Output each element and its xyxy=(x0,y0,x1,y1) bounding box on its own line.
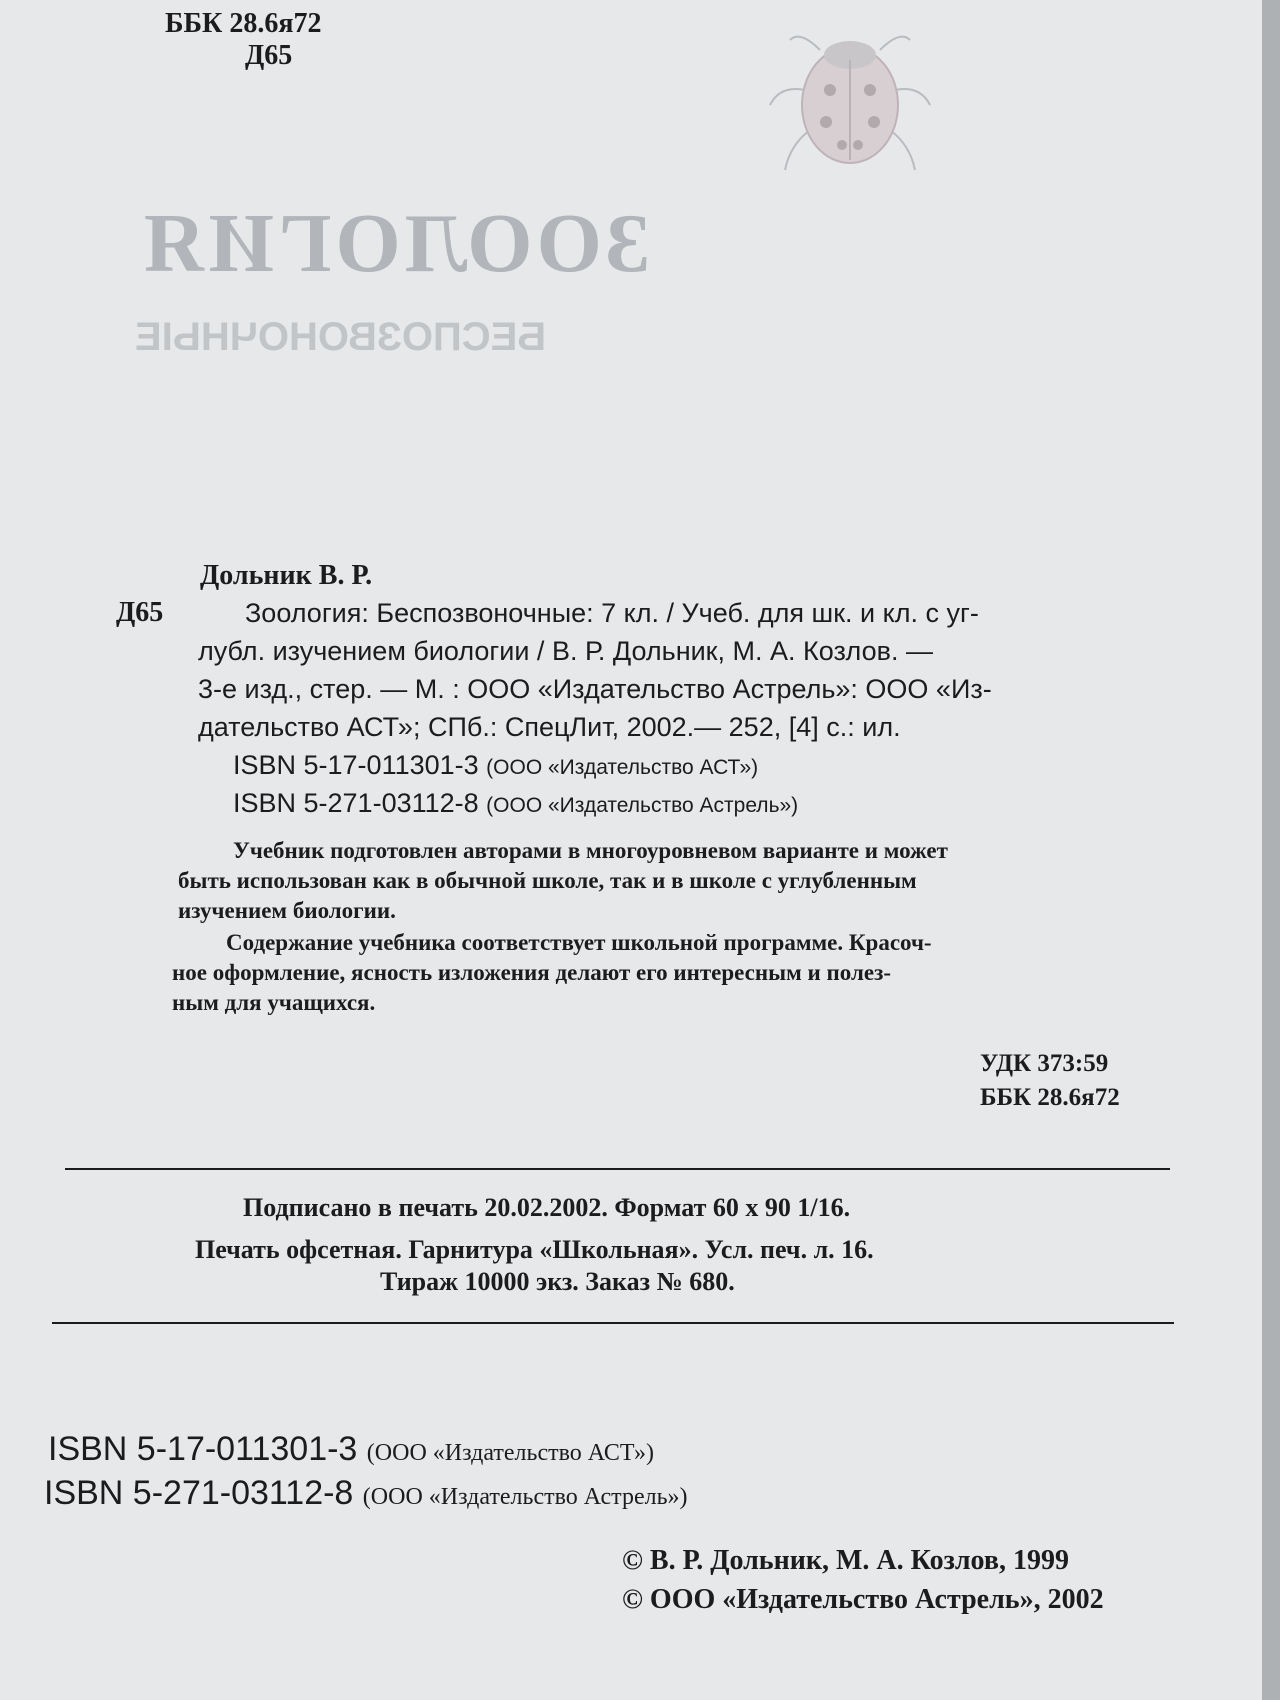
isbn-publisher: (ООО «Издательство АСТ») xyxy=(486,756,759,779)
annotation-line: ное оформление, ясность изложения делают его интересным и полез- xyxy=(172,960,891,985)
header-code: Д65 xyxy=(245,40,293,71)
annotation-line: изучением биологии. xyxy=(178,898,396,923)
record-author: Дольник В. Р. xyxy=(200,560,373,591)
record-line: дательство АСТ»; СПб.: СпецЛит, 2002.— 252, [4] с.: ил. xyxy=(198,712,901,742)
record-line: Зоология: Беспозвоночные: 7 кл. / Учеб. для шк. и кл. с уг- xyxy=(245,598,979,628)
annotation-line: Содержание учебника соответствует школьной программе. Красоч- xyxy=(226,930,932,955)
isbn-number: ISBN 5-17-011301-3 xyxy=(233,750,479,780)
ladybug-illustration xyxy=(760,10,940,180)
divider-top xyxy=(65,1168,1170,1170)
isbn-publisher: (ООО «Издательство АСТ») xyxy=(366,1440,654,1466)
print-info-line xyxy=(243,1193,850,1223)
annotation-line: быть использован как в обычной школе, так и в школе с углубленным xyxy=(178,868,917,893)
record-code: Д65 xyxy=(116,597,164,628)
record-udk: УДК 373:59 xyxy=(980,1050,1109,1077)
record-line: 3-е изд., стер. — М. : ООО «Издательство Астрель»: ООО «Из- xyxy=(198,674,992,704)
isbn-number: ISBN 5-17-011301-3 xyxy=(48,1430,358,1468)
bleed-through-subtitle: БЕСПОЗВОНОЧНЫЕ xyxy=(135,315,547,359)
print-info-line: Печать офсетная. Гарнитура «Школьная». Усл. печ. л. 16. xyxy=(195,1235,874,1264)
annotation-line: ным для учащихся. xyxy=(172,990,376,1015)
page-edge xyxy=(1262,0,1280,1700)
isbn-publisher: (ООО «Издательство Астрель») xyxy=(486,794,799,817)
copyright-line: © ООО «Издательство Астрель», 2002 xyxy=(622,1584,1104,1615)
isbn-block-line xyxy=(44,1474,688,1513)
divider-bottom xyxy=(52,1322,1174,1324)
record-line: лубл. изучением биологии / В. Р. Дольник, М. А. Козлов. — xyxy=(198,636,933,666)
print-info-text: Подписано в печать 20.02.2002. Формат 60 х 90 xyxy=(243,1193,791,1222)
isbn-number: ISBN 5-271-03112-8 xyxy=(44,1474,354,1512)
header-bbk: ББК 28.6я72 xyxy=(165,8,322,39)
print-info-fraction: 1/16. xyxy=(797,1193,851,1222)
isbn-number: ISBN 5-271-03112-8 xyxy=(233,788,479,818)
record-isbn xyxy=(233,788,798,819)
record-isbn xyxy=(233,750,758,781)
isbn-publisher: (ООО «Издательство Астрель») xyxy=(362,1484,688,1510)
copyright-line: © В. Р. Дольник, М. А. Козлов, 1999 xyxy=(622,1545,1069,1576)
bleed-through-title: ЗООЛОГИЯ xyxy=(140,197,651,290)
isbn-block-line xyxy=(48,1430,654,1469)
annotation-line: Учебник подготовлен авторами в многоуровневом варианте и может xyxy=(233,838,948,863)
print-info-line: Тираж 10000 экз. Заказ № 680. xyxy=(380,1267,735,1296)
record-bbk: ББК 28.6я72 xyxy=(980,1084,1120,1111)
